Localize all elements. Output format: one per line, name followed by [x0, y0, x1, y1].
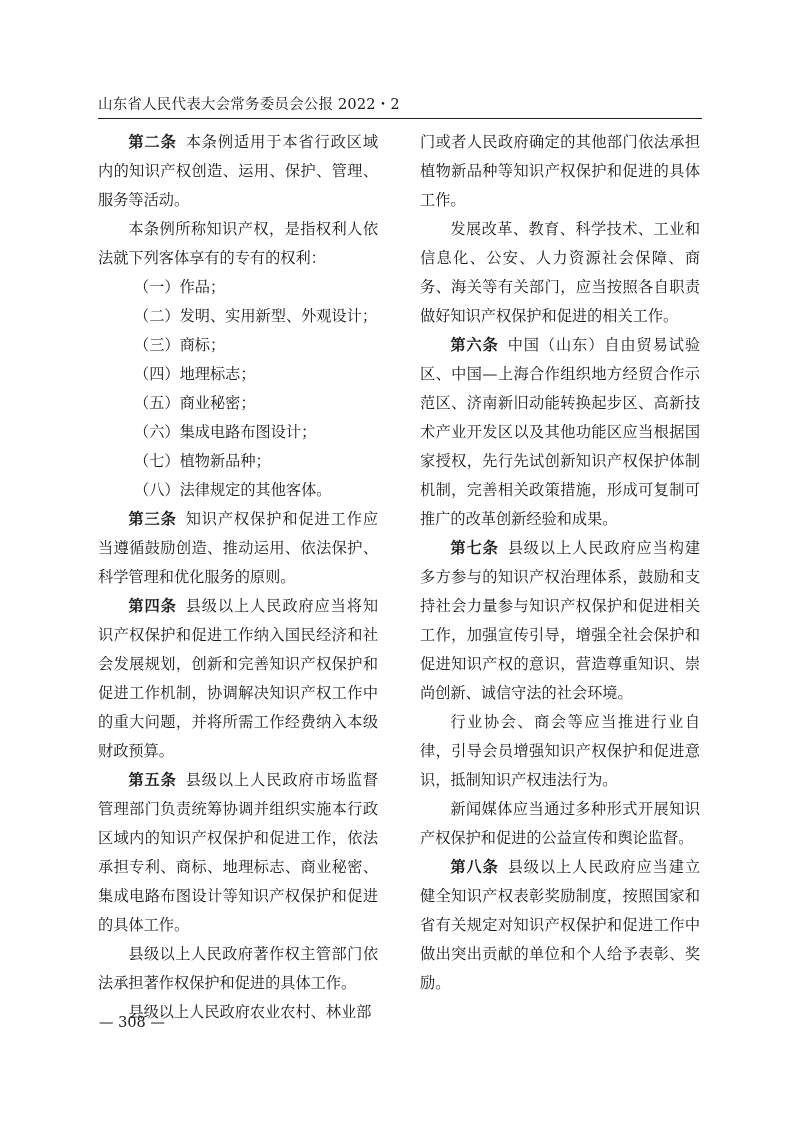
right-column — [420, 128, 700, 998]
list-item: （八）法律规定的其他客体。 — [134, 481, 332, 499]
paragraph — [98, 505, 378, 592]
left-column — [98, 128, 378, 1027]
article-label: 第五条 — [128, 771, 177, 789]
paragraph: 行业协会、商会等应当推进行业自律，引导会员增强知识产权保护和促进意识，抵制知识产权违法行为。 — [420, 713, 700, 789]
list-item: （四）地理标志； — [134, 365, 256, 383]
paragraph-text: 县级以上人民政府应当建立健全知识产权表彰奖励制度，按照国家和省有关规定对知识产权保护和促进工作中做出突出贡献的单位和个人给予表彰、奖励。 — [420, 858, 701, 992]
article-label: 第八条 — [450, 858, 499, 876]
paragraph-continuation: 门或者人民政府确定的其他部门依法承担植物新品种等知识产权保护和促进的具体工作。 — [420, 133, 700, 209]
paragraph-text: 县级以上人民政府应当将知识产权保护和促进工作纳入国民经济和社会发展规划，创新和完善知识产权保护和促进工作机制，协调解决知识产权工作中的重大问题，并将所需工作经费纳入本级财政预算。 — [98, 597, 379, 760]
article-label: 第二条 — [128, 133, 177, 151]
header-rule — [98, 118, 702, 119]
article-label: 第七条 — [450, 539, 499, 557]
article-label: 第六条 — [450, 336, 499, 354]
paragraph — [98, 766, 378, 940]
article-label: 第三条 — [128, 510, 177, 528]
paragraph-text: 县级以上人民政府应当构建多方参与的知识产权治理体系，鼓励和支持社会力量参与知识产权保护和促进相关工作，加强宣传引导，增强全社会保护和促进知识产权的意识，营造尊重知识、崇尚创新、诚信守法的社会环境。 — [420, 539, 701, 702]
list-item: （七）植物新品种； — [134, 452, 271, 470]
paragraph: 县级以上人民政府著作权主管部门依法承担著作权保护和促进的具体工作。 — [98, 945, 378, 992]
paragraph — [420, 331, 700, 534]
list-item: （六）集成电路布图设计； — [134, 423, 317, 441]
list-item: （五）商业秘密； — [134, 394, 256, 412]
article-label: 第四条 — [128, 597, 177, 615]
page-header: 山东省人民代表大会常务委员会公报 2022・2 — [98, 97, 400, 113]
paragraph — [98, 128, 378, 215]
paragraph: 县级以上人民政府农业农村、林业部 — [128, 1003, 372, 1021]
list-item: （三）商标； — [134, 336, 226, 354]
paragraph — [420, 534, 700, 708]
paragraph: 新闻媒体应当通过多种形式开展知识产权保护和促进的公益宣传和舆论监督。 — [420, 800, 700, 847]
paragraph: 本条例所称知识产权，是指权利人依法就下列客体享有的专有的权利： — [98, 220, 378, 267]
paragraph: 发展改革、教育、科学技术、工业和信息化、公安、人力资源社会保障、商务、海关等有关部门，应当按照各自职责做好知识产权保护和促进的相关工作。 — [420, 220, 700, 325]
list-item: （一）作品； — [134, 278, 226, 296]
paragraph-text: 知识产权保护和促进工作应当遵循鼓励创造、推动运用、依法保护、科学管理和优化服务的原则。 — [98, 510, 379, 586]
paragraph — [420, 853, 700, 998]
page-number: — 308 — — [99, 1015, 165, 1031]
paragraph-text: 本条例适用于本省行政区域内的知识产权创造、运用、保护、管理、服务等活动。 — [98, 133, 379, 209]
list-item: （二）发明、实用新型、外观设计； — [134, 307, 377, 325]
paragraph — [98, 592, 378, 766]
paragraph-text: 中国（山东）自由贸易试验区、中国—上海合作组织地方经贸合作示范区、济南新旧动能转换起步区、高新技术产业开发区以及其他功能区应当根据国家授权，先行先试创新知识产权保护体制机制，完善相关政策措施，形成可复制可推广的改革创新经验和成果。 — [420, 336, 701, 528]
paragraph-text: 县级以上人民政府市场监督管理部门负责统筹协调并组织实施本行政区域内的知识产权保护和促进工作，依法承担专利、商标、地理标志、商业秘密、集成电路布图设计等知识产权保护和促进的具体工作。 — [98, 771, 379, 934]
